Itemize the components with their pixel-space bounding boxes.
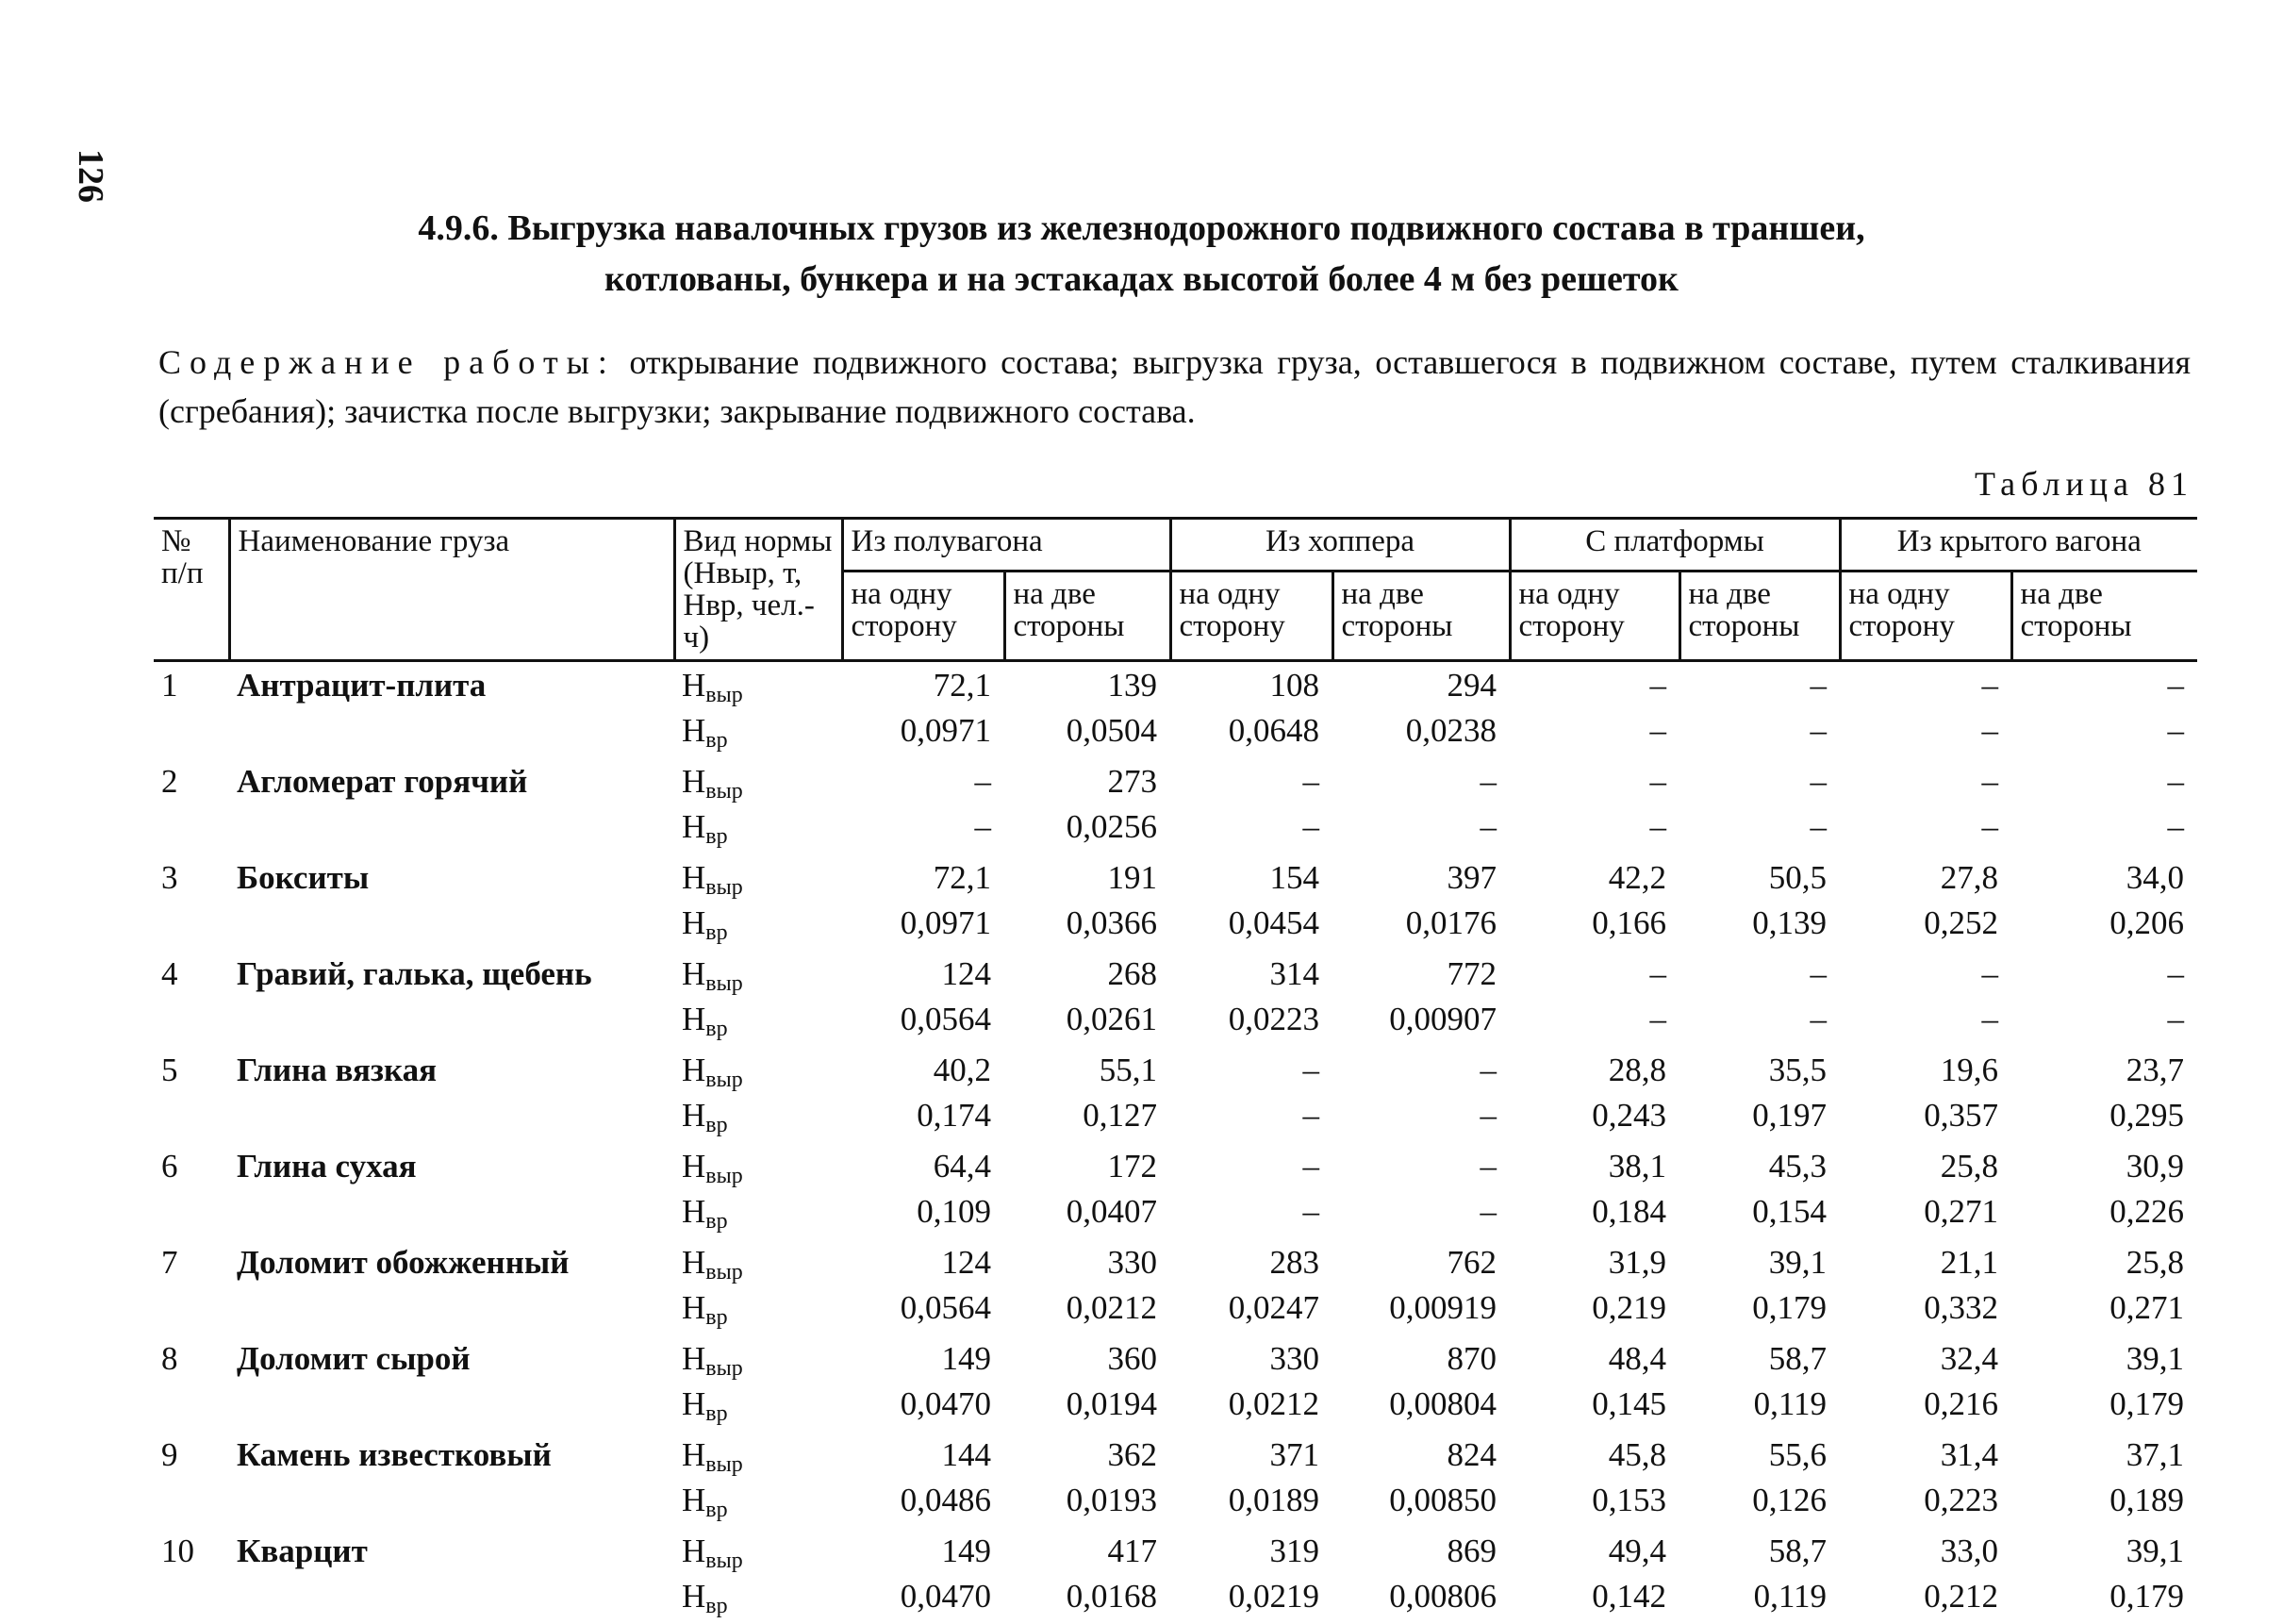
table-row bbox=[154, 951, 2197, 1002]
output-value: 772 bbox=[1332, 951, 1510, 1002]
header-group-covered-wagon: Из крытого вагона bbox=[1840, 519, 2197, 572]
time-value: 0,0407 bbox=[1004, 1194, 1170, 1239]
output-value: 50,5 bbox=[1679, 854, 1840, 905]
work-content-text: открывание подвижного состава; выгрузка груза, оставшегося в подвижном составе, путем сталкивания (сгребания); зачистка после выгрузки; закрывание подвижного состава. bbox=[158, 343, 2191, 430]
norm-main: Н bbox=[682, 1385, 705, 1422]
norm-main: Н bbox=[682, 1193, 705, 1230]
norm-main: Н bbox=[682, 1533, 705, 1569]
norm-label-time bbox=[674, 1194, 842, 1239]
norm-main: Н bbox=[682, 904, 705, 941]
subheader-two-sides: на две стороны bbox=[1332, 572, 1510, 661]
output-value: 49,4 bbox=[1510, 1528, 1679, 1579]
output-value: 32,4 bbox=[1840, 1335, 2011, 1386]
row-number: 6 bbox=[154, 1143, 229, 1239]
norm-main: Н bbox=[682, 1052, 705, 1088]
time-value: – bbox=[1332, 809, 1510, 854]
output-value: 34,0 bbox=[2011, 854, 2197, 905]
output-value: 869 bbox=[1332, 1528, 1510, 1579]
table-row bbox=[154, 854, 2197, 905]
output-value: 362 bbox=[1004, 1432, 1170, 1483]
table-row bbox=[154, 758, 2197, 809]
time-value: 0,153 bbox=[1510, 1483, 1679, 1528]
norm-sub: вр bbox=[705, 1401, 727, 1426]
time-value: – bbox=[1840, 809, 2011, 854]
norm-main: Н bbox=[682, 955, 705, 992]
table-row bbox=[154, 1335, 2197, 1386]
output-value: 283 bbox=[1170, 1239, 1332, 1290]
norm-main: Н bbox=[682, 1148, 705, 1185]
output-value: – bbox=[2011, 951, 2197, 1002]
output-value: 37,1 bbox=[2011, 1432, 2197, 1483]
subheader-one-side: на одну сторону bbox=[842, 572, 1004, 661]
time-value: – bbox=[842, 809, 1004, 854]
output-value: 72,1 bbox=[842, 661, 1004, 714]
time-value: 0,189 bbox=[2011, 1483, 2197, 1528]
output-value: 360 bbox=[1004, 1335, 1170, 1386]
subheader-two-sides: на две стороны bbox=[1004, 572, 1170, 661]
time-value: 0,00919 bbox=[1332, 1290, 1510, 1335]
output-value: – bbox=[1679, 661, 1840, 714]
cargo-name: Гравий, галька, щебень bbox=[229, 951, 674, 1047]
time-value: 0,252 bbox=[1840, 905, 2011, 951]
norm-sub: вр bbox=[705, 1498, 727, 1522]
time-value: 0,0176 bbox=[1332, 905, 1510, 951]
norm-main: Н bbox=[682, 1340, 705, 1377]
output-value: – bbox=[1510, 951, 1679, 1002]
norm-sub: выр bbox=[705, 1452, 742, 1477]
time-value: 0,0219 bbox=[1170, 1579, 1332, 1624]
time-value: 0,0168 bbox=[1004, 1579, 1170, 1624]
norm-sub: вр bbox=[705, 1209, 727, 1234]
output-value: – bbox=[1679, 758, 1840, 809]
time-value: 0,145 bbox=[1510, 1386, 1679, 1432]
output-value: 371 bbox=[1170, 1432, 1332, 1483]
time-value: 0,0648 bbox=[1170, 713, 1332, 758]
table-row bbox=[154, 1239, 2197, 1290]
output-value: 762 bbox=[1332, 1239, 1510, 1290]
output-value: 319 bbox=[1170, 1528, 1332, 1579]
norm-label-output bbox=[674, 1239, 842, 1290]
time-value: – bbox=[1679, 713, 1840, 758]
output-value: 31,9 bbox=[1510, 1239, 1679, 1290]
time-value: – bbox=[2011, 713, 2197, 758]
norm-sub: вр bbox=[705, 824, 727, 849]
output-value: – bbox=[1840, 758, 2011, 809]
table-caption: Таблица 81 bbox=[1975, 464, 2193, 504]
output-value: 27,8 bbox=[1840, 854, 2011, 905]
time-value: – bbox=[1510, 713, 1679, 758]
norm-label-output bbox=[674, 1143, 842, 1194]
norm-label-time bbox=[674, 1386, 842, 1432]
norm-label-time bbox=[674, 905, 842, 951]
norm-main: Н bbox=[682, 763, 705, 800]
output-value: 870 bbox=[1332, 1335, 1510, 1386]
norm-sub: выр bbox=[705, 971, 742, 996]
table-row bbox=[154, 661, 2197, 714]
output-value: 149 bbox=[842, 1335, 1004, 1386]
time-value: – bbox=[1332, 1194, 1510, 1239]
norm-main: Н bbox=[682, 1289, 705, 1326]
output-value: 33,0 bbox=[1840, 1528, 2011, 1579]
cargo-name: Доломит обожженный bbox=[229, 1239, 674, 1335]
table-body bbox=[154, 661, 2197, 1624]
output-value: 824 bbox=[1332, 1432, 1510, 1483]
output-value: 48,4 bbox=[1510, 1335, 1679, 1386]
output-value: 25,8 bbox=[2011, 1239, 2197, 1290]
time-value: 0,0486 bbox=[842, 1483, 1004, 1528]
norm-main: Н bbox=[682, 808, 705, 845]
output-value: 172 bbox=[1004, 1143, 1170, 1194]
output-value: 58,7 bbox=[1679, 1528, 1840, 1579]
time-value: 0,0194 bbox=[1004, 1386, 1170, 1432]
output-value: 124 bbox=[842, 951, 1004, 1002]
output-value: 149 bbox=[842, 1528, 1004, 1579]
output-value: 39,1 bbox=[2011, 1335, 2197, 1386]
time-value: 0,216 bbox=[1840, 1386, 2011, 1432]
cargo-name: Агломерат горячий bbox=[229, 758, 674, 854]
subheader-two-sides: на две стороны bbox=[1679, 572, 1840, 661]
table-row bbox=[154, 1432, 2197, 1483]
time-value: 0,0212 bbox=[1170, 1386, 1332, 1432]
output-value: 42,2 bbox=[1510, 854, 1679, 905]
time-value: 0,0189 bbox=[1170, 1483, 1332, 1528]
output-value: 397 bbox=[1332, 854, 1510, 905]
norm-sub: выр bbox=[705, 1068, 742, 1092]
output-value: 330 bbox=[1170, 1335, 1332, 1386]
time-value: 0,0256 bbox=[1004, 809, 1170, 854]
time-value: 0,119 bbox=[1679, 1386, 1840, 1432]
cargo-name: Камень известковый bbox=[229, 1432, 674, 1528]
output-value: 139 bbox=[1004, 661, 1170, 714]
output-value: 72,1 bbox=[842, 854, 1004, 905]
output-value: 124 bbox=[842, 1239, 1004, 1290]
row-number: 7 bbox=[154, 1239, 229, 1335]
output-value: – bbox=[1170, 1047, 1332, 1098]
time-value: 0,126 bbox=[1679, 1483, 1840, 1528]
output-value: 39,1 bbox=[1679, 1239, 1840, 1290]
row-number: 4 bbox=[154, 951, 229, 1047]
norm-main: Н bbox=[682, 1482, 705, 1518]
output-value: 25,8 bbox=[1840, 1143, 2011, 1194]
time-value: 0,0366 bbox=[1004, 905, 1170, 951]
time-value: 0,0247 bbox=[1170, 1290, 1332, 1335]
output-value: 55,1 bbox=[1004, 1047, 1170, 1098]
time-value: 0,357 bbox=[1840, 1098, 2011, 1143]
norm-main: Н bbox=[682, 1578, 705, 1615]
subheader-one-side: на одну сторону bbox=[1840, 572, 2011, 661]
norm-sub: выр bbox=[705, 1549, 742, 1573]
output-value: 38,1 bbox=[1510, 1143, 1679, 1194]
norm-label-time bbox=[674, 1290, 842, 1335]
subheader-two-sides: на две стороны bbox=[2011, 572, 2197, 661]
time-value: 0,0504 bbox=[1004, 713, 1170, 758]
norm-main: Н bbox=[682, 1001, 705, 1037]
time-value: 0,0470 bbox=[842, 1579, 1004, 1624]
time-value: 0,0212 bbox=[1004, 1290, 1170, 1335]
norm-label-output bbox=[674, 661, 842, 714]
norm-label-output bbox=[674, 951, 842, 1002]
output-value: – bbox=[1510, 661, 1679, 714]
norm-sub: выр bbox=[705, 683, 742, 707]
time-value: – bbox=[1679, 809, 1840, 854]
time-value: 0,0454 bbox=[1170, 905, 1332, 951]
time-value: 0,00907 bbox=[1332, 1002, 1510, 1047]
subheader-one-side: на одну сторону bbox=[1170, 572, 1332, 661]
cargo-name: Кварцит bbox=[229, 1528, 674, 1624]
cargo-name: Доломит сырой bbox=[229, 1335, 674, 1432]
row-number: 5 bbox=[154, 1047, 229, 1143]
section-title-line-1: 4.9.6. Выгрузка навалочных грузов из железнодорожного подвижного состава в траншеи, bbox=[0, 203, 2283, 254]
output-value: – bbox=[1679, 951, 1840, 1002]
norm-main: Н bbox=[682, 1244, 705, 1281]
norm-sub: выр bbox=[705, 875, 742, 900]
header-group-platform: С платформы bbox=[1510, 519, 1840, 572]
output-value: 330 bbox=[1004, 1239, 1170, 1290]
output-value: 191 bbox=[1004, 854, 1170, 905]
time-value: – bbox=[1170, 1098, 1332, 1143]
output-value: – bbox=[2011, 661, 2197, 714]
output-value: 144 bbox=[842, 1432, 1004, 1483]
time-value: 0,0971 bbox=[842, 713, 1004, 758]
norm-sub: вр bbox=[705, 1113, 727, 1137]
time-value: – bbox=[1170, 1194, 1332, 1239]
table-row bbox=[154, 1143, 2197, 1194]
norm-sub: выр bbox=[705, 1356, 742, 1381]
output-value: 273 bbox=[1004, 758, 1170, 809]
output-value: 55,6 bbox=[1679, 1432, 1840, 1483]
time-value: 0,206 bbox=[2011, 905, 2197, 951]
norm-sub: выр bbox=[705, 779, 742, 804]
output-value: 40,2 bbox=[842, 1047, 1004, 1098]
subheader-one-side: на одну сторону bbox=[1510, 572, 1679, 661]
time-value: 0,179 bbox=[2011, 1386, 2197, 1432]
row-number: 10 bbox=[154, 1528, 229, 1624]
cargo-name: Антрацит-плита bbox=[229, 661, 674, 759]
time-value: 0,166 bbox=[1510, 905, 1679, 951]
time-value: 0,197 bbox=[1679, 1098, 1840, 1143]
norm-sub: вр bbox=[705, 920, 727, 945]
time-value: 0,0261 bbox=[1004, 1002, 1170, 1047]
time-value: 0,0971 bbox=[842, 905, 1004, 951]
time-value: 0,243 bbox=[1510, 1098, 1679, 1143]
output-value: 64,4 bbox=[842, 1143, 1004, 1194]
output-value: – bbox=[1332, 1143, 1510, 1194]
output-value: 31,4 bbox=[1840, 1432, 2011, 1483]
header-num: № п/п bbox=[154, 519, 229, 661]
time-value: 0,109 bbox=[842, 1194, 1004, 1239]
row-number: 9 bbox=[154, 1432, 229, 1528]
work-content bbox=[158, 338, 2191, 436]
time-value: 0,0564 bbox=[842, 1002, 1004, 1047]
work-content-lead: Содержание работы: bbox=[158, 343, 616, 381]
time-value: 0,154 bbox=[1679, 1194, 1840, 1239]
output-value: 39,1 bbox=[2011, 1528, 2197, 1579]
output-value: 35,5 bbox=[1679, 1047, 1840, 1098]
time-value: 0,174 bbox=[842, 1098, 1004, 1143]
time-value: 0,127 bbox=[1004, 1098, 1170, 1143]
norm-label-output bbox=[674, 1047, 842, 1098]
norm-sub: выр bbox=[705, 1164, 742, 1188]
cargo-name: Бокситы bbox=[229, 854, 674, 951]
cargo-name: Глина вязкая bbox=[229, 1047, 674, 1143]
output-value: 45,8 bbox=[1510, 1432, 1679, 1483]
output-value: 58,7 bbox=[1679, 1335, 1840, 1386]
norm-label-output bbox=[674, 854, 842, 905]
norms-table bbox=[154, 517, 2197, 1624]
norm-label-time bbox=[674, 809, 842, 854]
page-number: 126 bbox=[70, 149, 111, 203]
time-value: – bbox=[1510, 1002, 1679, 1047]
time-value: 0,226 bbox=[2011, 1194, 2197, 1239]
norm-sub: вр bbox=[705, 1305, 727, 1330]
time-value: – bbox=[2011, 1002, 2197, 1047]
header-name: Наименование груза bbox=[229, 519, 674, 661]
row-number: 8 bbox=[154, 1335, 229, 1432]
time-value: – bbox=[1679, 1002, 1840, 1047]
header-norm-type: Вид нормы (Нвыр, т, Нвр, чел.-ч) bbox=[674, 519, 842, 661]
output-value: 30,9 bbox=[2011, 1143, 2197, 1194]
norm-label-time bbox=[674, 1483, 842, 1528]
norm-label-time bbox=[674, 1579, 842, 1624]
time-value: – bbox=[1840, 713, 2011, 758]
section-title bbox=[0, 203, 2283, 305]
header-group-gondola: Из полувагона bbox=[842, 519, 1170, 572]
output-value: 314 bbox=[1170, 951, 1332, 1002]
time-value: 0,184 bbox=[1510, 1194, 1679, 1239]
norm-main: Н bbox=[682, 1097, 705, 1134]
norm-main: Н bbox=[682, 712, 705, 749]
table-row bbox=[154, 1047, 2197, 1098]
time-value: 0,223 bbox=[1840, 1483, 2011, 1528]
output-value: 45,3 bbox=[1679, 1143, 1840, 1194]
header-group-hopper: Из хоппера bbox=[1170, 519, 1510, 572]
output-value: 108 bbox=[1170, 661, 1332, 714]
time-value: – bbox=[1510, 809, 1679, 854]
output-value: – bbox=[1510, 758, 1679, 809]
time-value: 0,0193 bbox=[1004, 1483, 1170, 1528]
output-value: 417 bbox=[1004, 1528, 1170, 1579]
cargo-name: Глина сухая bbox=[229, 1143, 674, 1239]
time-value: 0,212 bbox=[1840, 1579, 2011, 1624]
time-value: 0,00804 bbox=[1332, 1386, 1510, 1432]
row-number: 3 bbox=[154, 854, 229, 951]
time-value: – bbox=[1332, 1098, 1510, 1143]
section-title-line-2: котлованы, бункера и на эстакадах высотой более 4 м без решеток bbox=[0, 254, 2283, 305]
time-value: 0,271 bbox=[1840, 1194, 2011, 1239]
norm-label-output bbox=[674, 1432, 842, 1483]
output-value: – bbox=[1840, 951, 2011, 1002]
time-value: 0,179 bbox=[1679, 1290, 1840, 1335]
output-value: – bbox=[1332, 1047, 1510, 1098]
time-value: – bbox=[2011, 809, 2197, 854]
time-value: 0,0223 bbox=[1170, 1002, 1332, 1047]
norm-label-time bbox=[674, 1002, 842, 1047]
output-value: 294 bbox=[1332, 661, 1510, 714]
table-header-row bbox=[154, 519, 2197, 572]
time-value: 0,332 bbox=[1840, 1290, 2011, 1335]
time-value: 0,119 bbox=[1679, 1579, 1840, 1624]
time-value: 0,271 bbox=[2011, 1290, 2197, 1335]
time-value: 0,00806 bbox=[1332, 1579, 1510, 1624]
norm-sub: вр bbox=[705, 728, 727, 753]
output-value: 268 bbox=[1004, 951, 1170, 1002]
norm-label-time bbox=[674, 1098, 842, 1143]
output-value: – bbox=[1332, 758, 1510, 809]
output-value: 21,1 bbox=[1840, 1239, 2011, 1290]
norm-label-output bbox=[674, 1335, 842, 1386]
table-row bbox=[154, 1528, 2197, 1579]
output-value: – bbox=[2011, 758, 2197, 809]
norm-label-output bbox=[674, 1528, 842, 1579]
time-value: 0,00850 bbox=[1332, 1483, 1510, 1528]
output-value: 19,6 bbox=[1840, 1047, 2011, 1098]
norm-main: Н bbox=[682, 1436, 705, 1473]
output-value: 154 bbox=[1170, 854, 1332, 905]
output-value: 28,8 bbox=[1510, 1047, 1679, 1098]
output-value: – bbox=[842, 758, 1004, 809]
time-value: 0,179 bbox=[2011, 1579, 2197, 1624]
norm-label-output bbox=[674, 758, 842, 809]
time-value: – bbox=[1170, 809, 1332, 854]
norm-label-time bbox=[674, 713, 842, 758]
time-value: 0,0238 bbox=[1332, 713, 1510, 758]
norm-sub: вр bbox=[705, 1594, 727, 1618]
row-number: 1 bbox=[154, 661, 229, 759]
norm-main: Н bbox=[682, 859, 705, 896]
row-number: 2 bbox=[154, 758, 229, 854]
output-value: – bbox=[1840, 661, 2011, 714]
time-value: 0,0564 bbox=[842, 1290, 1004, 1335]
time-value: 0,0470 bbox=[842, 1386, 1004, 1432]
output-value: – bbox=[1170, 1143, 1332, 1194]
norm-sub: вр bbox=[705, 1017, 727, 1041]
time-value: 0,295 bbox=[2011, 1098, 2197, 1143]
norm-main: Н bbox=[682, 667, 705, 704]
output-value: 23,7 bbox=[2011, 1047, 2197, 1098]
time-value: 0,139 bbox=[1679, 905, 1840, 951]
norm-sub: выр bbox=[705, 1260, 742, 1284]
output-value: – bbox=[1170, 758, 1332, 809]
time-value: 0,142 bbox=[1510, 1579, 1679, 1624]
time-value: – bbox=[1840, 1002, 2011, 1047]
time-value: 0,219 bbox=[1510, 1290, 1679, 1335]
